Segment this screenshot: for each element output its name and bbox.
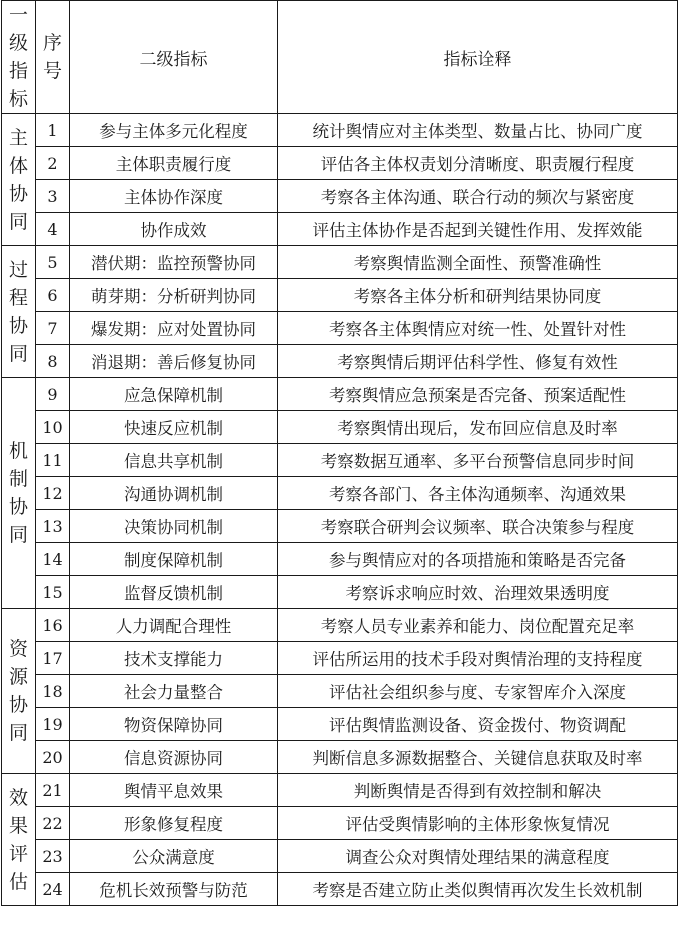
serial-number: 8 — [36, 345, 70, 378]
indicator-name: 制度保障机制 — [70, 543, 278, 576]
group-label-char: 效 — [8, 786, 28, 809]
indicator-name: 爆发期：应对处置协同 — [70, 312, 278, 345]
indicator-explanation: 参与舆情应对的各项措施和策略是否完备 — [278, 543, 678, 576]
group-label-char: 协 — [8, 182, 28, 205]
table-row — [2, 246, 678, 279]
indicator-name: 萌芽期：分析研判协同 — [70, 279, 278, 312]
table-row — [2, 774, 678, 807]
group-label-char: 协 — [8, 496, 28, 518]
serial-number: 17 — [36, 642, 70, 675]
table-row — [2, 543, 678, 576]
indicator-name: 公众满意度 — [70, 840, 278, 873]
serial-number: 2 — [36, 147, 70, 180]
header-level1-char: 标 — [8, 88, 28, 110]
header-serial-char: 号 — [42, 60, 62, 82]
serial-number: 20 — [36, 741, 70, 774]
indicator-name: 潜伏期：监控预警协同 — [70, 246, 278, 279]
indicator-name: 危机长效预警与防范 — [70, 873, 278, 906]
group-label-char: 同 — [8, 524, 28, 546]
group-label-char: 过 — [8, 258, 28, 281]
indicator-name: 沟通协调机制 — [70, 477, 278, 510]
group-label-char: 同 — [8, 342, 28, 365]
group-label — [2, 114, 36, 246]
indicator-name: 快速反应机制 — [70, 411, 278, 444]
indicator-name: 决策协同机制 — [70, 510, 278, 543]
table-row — [2, 213, 678, 246]
group-label-char: 程 — [8, 286, 28, 309]
group-label — [2, 246, 36, 378]
indicator-explanation: 考察诉求响应时效、治理效果透明度 — [278, 576, 678, 609]
serial-number: 12 — [36, 477, 70, 510]
serial-number: 10 — [36, 411, 70, 444]
serial-number: 15 — [36, 576, 70, 609]
group-label — [2, 774, 36, 906]
table-row — [2, 609, 678, 642]
serial-number: 7 — [36, 312, 70, 345]
group-label-char: 评 — [8, 842, 28, 865]
indicator-table — [1, 0, 678, 906]
table-row — [2, 477, 678, 510]
group-label-char: 同 — [8, 722, 28, 744]
group-label-char: 主 — [8, 126, 28, 149]
group-label-char: 估 — [8, 870, 28, 893]
table-body — [2, 114, 678, 906]
table-row — [2, 576, 678, 609]
header-level1-char: 一 — [8, 4, 28, 26]
table-row — [2, 279, 678, 312]
serial-number: 18 — [36, 675, 70, 708]
group-label-char: 果 — [8, 814, 28, 837]
table-row — [2, 642, 678, 675]
serial-number: 11 — [36, 444, 70, 477]
indicator-explanation: 考察是否建立防止类似舆情再次发生长效机制 — [278, 873, 678, 906]
table-row — [2, 180, 678, 213]
indicator-explanation: 考察舆情应急预案是否完备、预案适配性 — [278, 378, 678, 411]
table-row — [2, 873, 678, 906]
table-row — [2, 411, 678, 444]
serial-number: 1 — [36, 114, 70, 147]
group-label-char: 协 — [8, 314, 28, 337]
header-explanation: 指标诠释 — [278, 1, 678, 114]
table-row — [2, 510, 678, 543]
indicator-explanation: 考察各部门、各主体沟通频率、沟通效果 — [278, 477, 678, 510]
indicator-explanation: 考察舆情监测全面性、预警准确性 — [278, 246, 678, 279]
indicator-name: 信息共享机制 — [70, 444, 278, 477]
group-label-char: 制 — [8, 468, 28, 490]
table-row — [2, 708, 678, 741]
table-row — [2, 807, 678, 840]
group-label-char: 同 — [8, 210, 28, 233]
header-level1-char: 级 — [8, 32, 28, 54]
indicator-explanation: 考察舆情出现后，发布回应信息及时率 — [278, 411, 678, 444]
indicator-explanation: 考察舆情后期评估科学性、修复有效性 — [278, 345, 678, 378]
serial-number: 21 — [36, 774, 70, 807]
indicator-explanation: 评估社会组织参与度、专家智库介入深度 — [278, 675, 678, 708]
serial-number: 13 — [36, 510, 70, 543]
serial-number: 16 — [36, 609, 70, 642]
indicator-explanation: 评估各主体权责划分清晰度、职责履行程度 — [278, 147, 678, 180]
indicator-explanation: 评估主体协作是否起到关键性作用、发挥效能 — [278, 213, 678, 246]
serial-number: 22 — [36, 807, 70, 840]
indicator-name: 信息资源协同 — [70, 741, 278, 774]
indicator-name: 参与主体多元化程度 — [70, 114, 278, 147]
indicator-explanation: 考察数据互通率、多平台预警信息同步时间 — [278, 444, 678, 477]
header-level1-char: 指 — [8, 60, 28, 82]
indicator-name: 应急保障机制 — [70, 378, 278, 411]
serial-number: 19 — [36, 708, 70, 741]
indicator-explanation: 考察人员专业素养和能力、岗位配置充足率 — [278, 609, 678, 642]
indicator-name: 主体协作深度 — [70, 180, 278, 213]
serial-number: 5 — [36, 246, 70, 279]
header-level1 — [2, 1, 36, 114]
group-label-char: 协 — [8, 694, 28, 716]
indicator-name: 舆情平息效果 — [70, 774, 278, 807]
indicator-explanation: 统计舆情应对主体类型、数量占比、协同广度 — [278, 114, 678, 147]
group-label-char: 机 — [8, 440, 28, 462]
indicator-name: 消退期：善后修复协同 — [70, 345, 278, 378]
group-label-char: 体 — [8, 154, 28, 177]
indicator-explanation: 调查公众对舆情处理结果的满意程度 — [278, 840, 678, 873]
indicator-explanation: 评估所运用的技术手段对舆情治理的支持程度 — [278, 642, 678, 675]
serial-number: 6 — [36, 279, 70, 312]
indicator-name: 主体职责履行度 — [70, 147, 278, 180]
table-row — [2, 345, 678, 378]
serial-number: 9 — [36, 378, 70, 411]
group-label — [2, 378, 36, 609]
header-row — [2, 1, 678, 114]
indicator-name: 监督反馈机制 — [70, 576, 278, 609]
group-label-char: 源 — [8, 666, 28, 688]
indicator-name: 协作成效 — [70, 213, 278, 246]
table-row — [2, 741, 678, 774]
indicator-explanation: 考察各主体舆情应对统一性、处置针对性 — [278, 312, 678, 345]
indicator-explanation: 判断舆情是否得到有效控制和解决 — [278, 774, 678, 807]
indicator-explanation: 考察各主体沟通、联合行动的频次与紧密度 — [278, 180, 678, 213]
indicator-explanation: 判断信息多源数据整合、关键信息获取及时率 — [278, 741, 678, 774]
serial-number: 23 — [36, 840, 70, 873]
indicator-explanation: 评估受舆情影响的主体形象恢复情况 — [278, 807, 678, 840]
serial-number: 3 — [36, 180, 70, 213]
table-row — [2, 675, 678, 708]
group-label-char: 资 — [8, 638, 28, 660]
table-row — [2, 378, 678, 411]
indicator-name: 技术支撑能力 — [70, 642, 278, 675]
serial-number: 24 — [36, 873, 70, 906]
serial-number: 14 — [36, 543, 70, 576]
table-row — [2, 312, 678, 345]
table-row — [2, 114, 678, 147]
indicator-explanation: 评估舆情监测设备、资金拨付、物资调配 — [278, 708, 678, 741]
indicator-name: 物资保障协同 — [70, 708, 278, 741]
indicator-explanation: 考察各主体分析和研判结果协同度 — [278, 279, 678, 312]
indicator-name: 人力调配合理性 — [70, 609, 278, 642]
header-serial-char: 序 — [42, 32, 62, 54]
indicator-explanation: 考察联合研判会议频率、联合决策参与程度 — [278, 510, 678, 543]
table-row — [2, 840, 678, 873]
serial-number: 4 — [36, 213, 70, 246]
header-serial — [36, 1, 70, 114]
indicator-name: 社会力量整合 — [70, 675, 278, 708]
indicator-name: 形象修复程度 — [70, 807, 278, 840]
group-label — [2, 609, 36, 774]
header-level2: 二级指标 — [70, 1, 278, 114]
table-row — [2, 147, 678, 180]
table-row — [2, 444, 678, 477]
